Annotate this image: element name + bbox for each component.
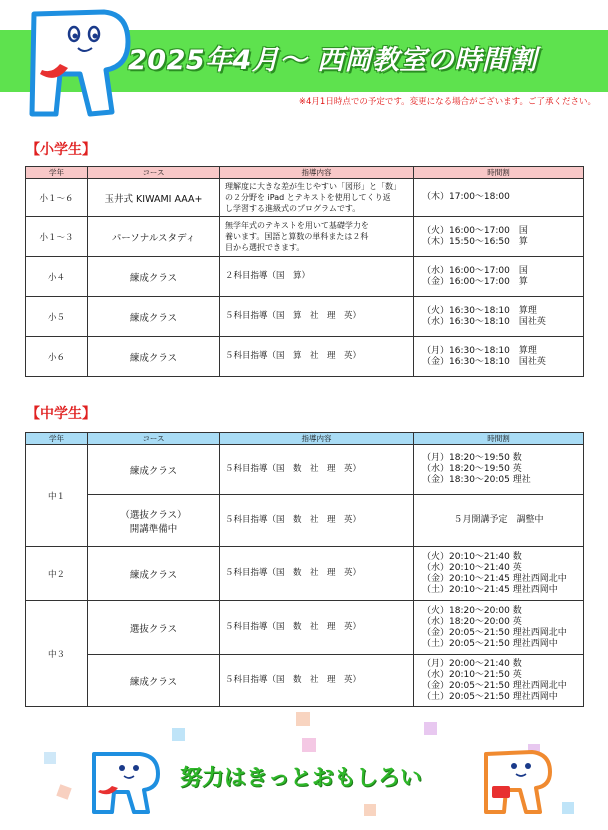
text-line: 開講準備中 xyxy=(129,523,178,535)
elementary-section-title: 【小学生】 xyxy=(26,142,96,158)
confetti-square-icon xyxy=(364,804,376,816)
text-line: 練成クラス xyxy=(129,676,178,688)
course-cell: 玉井式 KIWAMI AAA+ xyxy=(88,179,220,217)
column-header-content: 指導内容 xyxy=(220,433,414,445)
text-line: （水）20:10～21:40 英 xyxy=(422,562,522,573)
table-row xyxy=(26,547,584,601)
text-line: の２分野を iPad とテキストを使用してくり返 xyxy=(225,193,391,202)
text-line: 選抜クラス xyxy=(129,623,178,635)
schedule-cell xyxy=(414,445,584,495)
column-header-grade: 学年 xyxy=(26,167,88,179)
table-row xyxy=(26,297,584,337)
text-line: （月）16:30～18:10 算理 xyxy=(422,345,537,356)
text-line: （選抜クラス） xyxy=(120,509,187,521)
text-line: （火）16:30～18:10 算理 xyxy=(422,305,537,316)
confetti-square-icon xyxy=(172,728,185,741)
content-cell: ５科目指導（国 数 社 理 英） xyxy=(220,445,414,495)
text-line: （土）20:05～21:50 理社西岡中 xyxy=(422,638,558,649)
course-cell: 練成クラス xyxy=(88,297,220,337)
confetti-square-icon xyxy=(56,784,71,799)
column-header-course: コース xyxy=(88,433,220,445)
mascot-icon xyxy=(476,746,556,818)
middle-schedule-table xyxy=(25,432,584,707)
course-cell xyxy=(88,495,220,547)
course-cell xyxy=(88,445,220,495)
text-line: ５科目指導（国 算 社 理 英） xyxy=(225,311,362,321)
middle-section-title: 【中学生】 xyxy=(26,406,96,422)
confetti-square-icon xyxy=(424,722,437,735)
text-line: （金）16:30～18:10 国社英 xyxy=(422,356,546,367)
footer-slogan: 努力はきっとおもしろい xyxy=(180,766,423,791)
course-cell xyxy=(88,547,220,601)
elementary-schedule-table xyxy=(25,166,584,377)
grade-cell: 小１～６ xyxy=(26,179,88,217)
text-line: 養います。国語と算数の単科または２科 xyxy=(225,232,369,241)
content-cell xyxy=(220,179,414,217)
text-line: （水）16:30～18:10 国社英 xyxy=(422,316,546,327)
text-line: （月）18:20～19:50 数 xyxy=(422,453,522,463)
text-line: ５科目指導（国 算 社 理 英） xyxy=(225,351,362,361)
table-row xyxy=(26,257,584,297)
grade-cell: 中２ xyxy=(26,547,88,601)
text-line: ２科目指導（国 算） xyxy=(225,271,311,281)
text-line: 練成クラス xyxy=(129,569,178,581)
schedule-cell xyxy=(414,297,584,337)
table-row xyxy=(26,445,584,495)
text-line: （土）20:05～21:50 理社西岡中 xyxy=(422,691,558,702)
text-line: （火）20:10～21:40 数 xyxy=(422,551,522,562)
table-row xyxy=(26,217,584,257)
grade-cell: 中１ xyxy=(26,445,88,547)
grade-cell: 小６ xyxy=(26,337,88,377)
text-line: （金）18:30～20:05 理社 xyxy=(422,475,531,485)
text-line: （水）16:00～17:00 国 xyxy=(422,265,528,276)
schedule-cell xyxy=(414,217,584,257)
text-line: ５月開講予定 調整中 xyxy=(453,515,544,525)
course-cell xyxy=(88,601,220,655)
course-cell: 練成クラス xyxy=(88,337,220,377)
text-line: （水）18:20～20:00 英 xyxy=(422,616,522,627)
confetti-square-icon xyxy=(44,752,56,764)
content-cell xyxy=(220,337,414,377)
text-line: し学習する進級式のプログラムです。 xyxy=(225,204,361,213)
table-row xyxy=(26,337,584,377)
content-cell: ５科目指導（国 数 社 理 英） xyxy=(220,601,414,655)
confetti-square-icon xyxy=(296,712,310,726)
table-row xyxy=(26,655,584,707)
column-header-course: コース xyxy=(88,167,220,179)
column-header-schedule: 時間割 xyxy=(414,167,584,179)
content-cell: ５科目指導（国 数 社 理 英） xyxy=(220,495,414,547)
confetti-square-icon xyxy=(302,738,316,752)
table-header-row xyxy=(26,167,584,179)
text-line: （月）20:00～21:40 数 xyxy=(422,658,522,669)
course-cell: 練成クラス xyxy=(88,257,220,297)
confetti-square-icon xyxy=(562,802,574,814)
text-line: 目から選択できます。 xyxy=(225,243,305,252)
schedule-cell xyxy=(414,179,584,217)
table-header-row xyxy=(26,433,584,445)
content-cell: ５科目指導（国 数 社 理 英） xyxy=(220,547,414,601)
text-line: 練成クラス xyxy=(129,465,178,477)
text-line: 無学年式のテキストを用いて基礎学力を xyxy=(225,221,369,230)
schedule-cell xyxy=(414,495,584,547)
text-line: （金）20:05～21:50 理社西岡北中 xyxy=(422,680,567,691)
column-header-schedule: 時間割 xyxy=(414,433,584,445)
column-header-content: 指導内容 xyxy=(220,167,414,179)
table-row xyxy=(26,601,584,655)
text-line: （土）20:10～21:45 理社西岡中 xyxy=(422,584,558,595)
course-cell: パーソナルスタディ xyxy=(88,217,220,257)
page-title: 2025年4月～ 西岡教室の時間割 xyxy=(128,45,537,76)
content-cell: ５科目指導（国 数 社 理 英） xyxy=(220,655,414,707)
schedule-cell xyxy=(414,601,584,655)
schedule-cell xyxy=(414,257,584,297)
content-cell xyxy=(220,257,414,297)
mascot-icon xyxy=(86,748,164,818)
course-cell xyxy=(88,655,220,707)
text-line: （水）20:10～21:50 英 xyxy=(422,669,522,680)
text-line: （火）18:20～20:00 数 xyxy=(422,605,522,616)
text-line: （金）20:05～21:50 理社西岡北中 xyxy=(422,627,567,638)
schedule-cell xyxy=(414,337,584,377)
content-cell xyxy=(220,297,414,337)
grade-cell: 小５ xyxy=(26,297,88,337)
content-cell xyxy=(220,217,414,257)
grade-cell: 中３ xyxy=(26,601,88,707)
schedule-cell xyxy=(414,547,584,601)
mascot-icon xyxy=(16,4,136,122)
notice-text: ※4月1日時点での予定です。変更になる場合がございます。ご了承ください。 xyxy=(298,97,596,107)
grade-cell: 小１～３ xyxy=(26,217,88,257)
text-line: （木）15:50～16:50 算 xyxy=(422,236,528,247)
text-line: （火）16:00～17:00 国 xyxy=(422,225,528,236)
schedule-cell xyxy=(414,655,584,707)
text-line: （木）17:00～18:00 xyxy=(422,192,510,202)
text-line: 理解度に大きな差が生じやすい「図形」と「数」 xyxy=(225,182,401,191)
table-row xyxy=(26,495,584,547)
column-header-grade: 学年 xyxy=(26,433,88,445)
grade-cell: 小４ xyxy=(26,257,88,297)
table-row xyxy=(26,179,584,217)
text-line: （水）18:20～19:50 英 xyxy=(422,464,522,474)
text-line: （金）20:10～21:45 理社西岡北中 xyxy=(422,573,567,584)
text-line: （金）16:00～17:00 算 xyxy=(422,276,528,287)
